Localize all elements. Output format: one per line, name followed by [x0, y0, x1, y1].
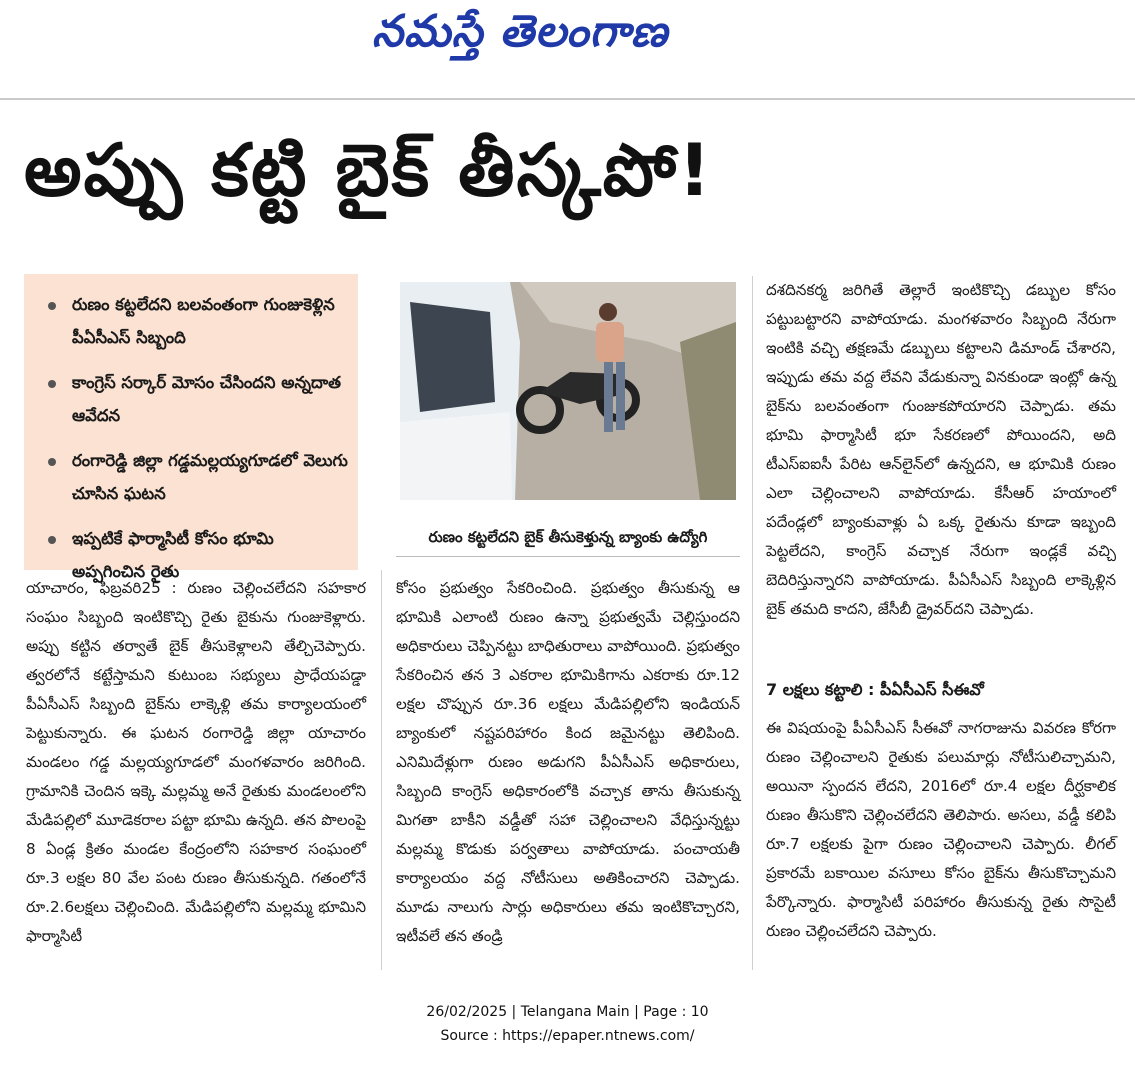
- newspaper-logo: నమస్తే తెలంగాణ: [372, 6, 669, 57]
- highlight-text: ఇప్పటికే ఫార్మాసిటీ కోసం భూమి అప్పగించిన రైతు: [72, 529, 274, 581]
- article-column-2: కోసం ప్రభుత్వం సేకరించింది. ప్రభుత్వం తీసుకున్న ఆ భూమికి ఎలాంటి రుణం ఉన్నా ప్రభుత్వమే చెల్లిస్తుందని అధికారులు చెప్పినట్టు బాధితురాలు వాపోయింది. ప్రభుత్వం సేకరించిన తన 3 ఎకరాల భూమికిగాను ఎకరాకు రూ.12 లక్షల చొప్పున రూ.36 లక్షలు మేడిపల్లిలోని ఇండియన్ బ్యాంకులో నష్టపరిహారం కింద జమైనట్టు తెలిపింది. ఎనిమిదేళ్లుగా రుణం అడుగని పీఏసీఎస్ అధికారులు, సిబ్బంది కాంగ్రెస్ అధికారంలోకి వచ్చాక తాను తీసుకున్న మిగతా బాకీని వడ్డీతో సహా చెల్లించాలని వేధిస్తున్నట్టు మల్లమ్మ కొడుకు పర్వతాలు వాపోయాడు. పంచాయతీ కార్యాలయం వద్ద నోటీసులు అతికించారని చెప్పాడు. మూడు నాలుగు సార్లు అధికారులు తమ ఇంటికొచ్చారని, ఇటీవలే తన తండ్రి: [396, 579, 740, 945]
- masthead: [0, 0, 1135, 100]
- footer-date-page: 26/02/2025 | Telangana Main | Page : 10: [426, 1004, 709, 1020]
- article-column-3-continued: ఈ విషయంపై పీఏసీఎస్ సీఈవో నాగరాజును వివరణ కోరగా రుణం చెల్లించాలని రైతుకు పలుమార్లు నోటీసులిచ్చామని, అయినా స్పందన లేదని, 2016లో రూ.4 లక్షల దీర్ఘకాలిక రుణం తీసుకొని చెల్లించలేదని తెలిపారు. అసలు, వడ్డీ కలిపి రూ.7 లక్షలకు పైగా రుణం చెల్లించాలని చెప్పారు. లీగల్ ప్రకారమే బకాయిల వసూలు కోసం బైక్‌ను తీసుకొచ్చామని పేర్కొన్నారు. ఫార్మాసిటీ పరిహారం తీసుకున్న రైతు సొసైటీ రుణం చెల్లించలేదని చెప్పారు.: [766, 719, 1116, 940]
- news-photo: [400, 282, 736, 500]
- footer-source[interactable]: Source : https://epaper.ntnews.com/: [440, 1028, 695, 1044]
- masthead-divider: [0, 98, 1135, 100]
- article-column-1: యాచారం, ఫిబ్రవరి25 : రుణం చెల్లించలేదని సహకార సంఘం సిబ్బంది ఇంటికొచ్చి రైతు బైకును గుంజుకెళ్లారు. అప్పు కట్టిన తర్వాతే బైక్ తీసుకెళ్లాలని తేల్చిచెప్పారు. త్వరలోనే కట్టేస్తామని కుటుంబ సభ్యులు ప్రాధేయపడ్డా పీఏసీఎస్ సిబ్బంది బైక్‌ను లాక్కెళ్లి తమ కార్యాలయంలో పెట్టుకున్నారు. ఈ ఘటన రంగారెడ్డి జిల్లా యాచారం మండలం గడ్డ మల్లయ్యగూడలో మంగళవారం జరిగింది. గ్రామానికి చెందిన ఇక్కె మల్లమ్మ అనే రైతుకు మండలంలోని మేడిపల్లిలో మూడెకరాల పట్టా భూమి ఉన్నది. తన పొలంపై 8 ఏండ్ల క్రితం మండల కేంద్రంలోని సహకార సంఘంలో రూ.3 లక్షల 80 వేల పంట రుణం తీసుకున్నది. గతంలోనే రూ.2.6లక్షలు చెల్లించింది. మేడిపల్లిలోని మల్లమ్మ భూమిని ఫార్మాసిటీ: [26, 579, 366, 945]
- bullet-icon: [48, 536, 56, 544]
- bullet-icon: [48, 302, 56, 310]
- highlight-text: రుణం కట్టలేదని బలవంతంగా గుంజుకెళ్లిన పీఏసీఎస్ సిబ్బంది: [72, 295, 335, 347]
- highlight-text: రంగారెడ్డి జిల్లా గడ్డమల్లయ్యగూడలో వెలుగు చూసిన ఘటన: [72, 451, 348, 503]
- article-subheading: 7 లక్షలు కట్టాలి : పీఏసీఎస్ సీఈవో: [766, 680, 984, 699]
- highlight-item: [24, 288, 358, 354]
- highlight-item: [24, 366, 358, 432]
- column-divider: [381, 570, 382, 970]
- highlight-item: [24, 444, 358, 510]
- caption-divider: [396, 556, 740, 557]
- article-column-3: దశదినకర్మ జరిగితే తెల్లారే ఇంటికొచ్చి డబ్బుల కోసం పట్టుబట్టారని వాపోయాడు. మంగళవారం సిబ్బంది నేరుగా ఇంటికి వచ్చి తక్షణమే డబ్బులు కట్టాలని డిమాండ్ చేశారని, ఇప్పుడు తమ వద్ద లేవని వేడుకున్నా వినకుండా ఇంట్లో ఉన్న బైక్‌ను బలవంతంగా గుంజుకపోయారని చెప్పాడు. తమ భూమి ఫార్మాసిటీ భూ సేకరణలో పోయిందని, అది టీఎస్ఐఐసీ పేరిట ఆన్‌లైన్‌లో ఉన్నదని, ఆ భూమికి రుణం ఎలా చెల్లించాలని వాపోయాడు. కేసీఆర్ హయాంలో పదేండ్లలో బ్యాంకువాళ్లు ఏ ఒక్క రైతును కూడా ఇబ్బంది పెట్టలేదని, కాంగ్రెస్ వచ్చాక నేరుగా ఇండ్లకే వచ్చి బెదిరిస్తున్నారని వాపోయాడు. పీఏసీఎస్ సిబ్బంది లాక్కెళ్లిన బైక్ తమది కాదని, జేసీబీ డ్రైవర్‌దని చెప్పాడు.: [766, 281, 1116, 618]
- photo-illustration: [400, 282, 736, 500]
- highlights-box: [24, 274, 358, 581]
- column-divider: [752, 276, 753, 970]
- highlight-text: కాంగ్రెస్ సర్కార్ మోసం చేసిందని అన్నదాత ఆవేదన: [72, 373, 341, 425]
- photo-caption: రుణం కట్టలేదని బైక్ తీసుకెళ్తున్న బ్యాంకు ఉద్యోగి: [428, 528, 708, 546]
- bullet-icon: [48, 380, 56, 388]
- bullet-icon: [48, 458, 56, 466]
- article-headline: అప్పు కట్టి బైక్ తీస్కపో!: [24, 128, 713, 212]
